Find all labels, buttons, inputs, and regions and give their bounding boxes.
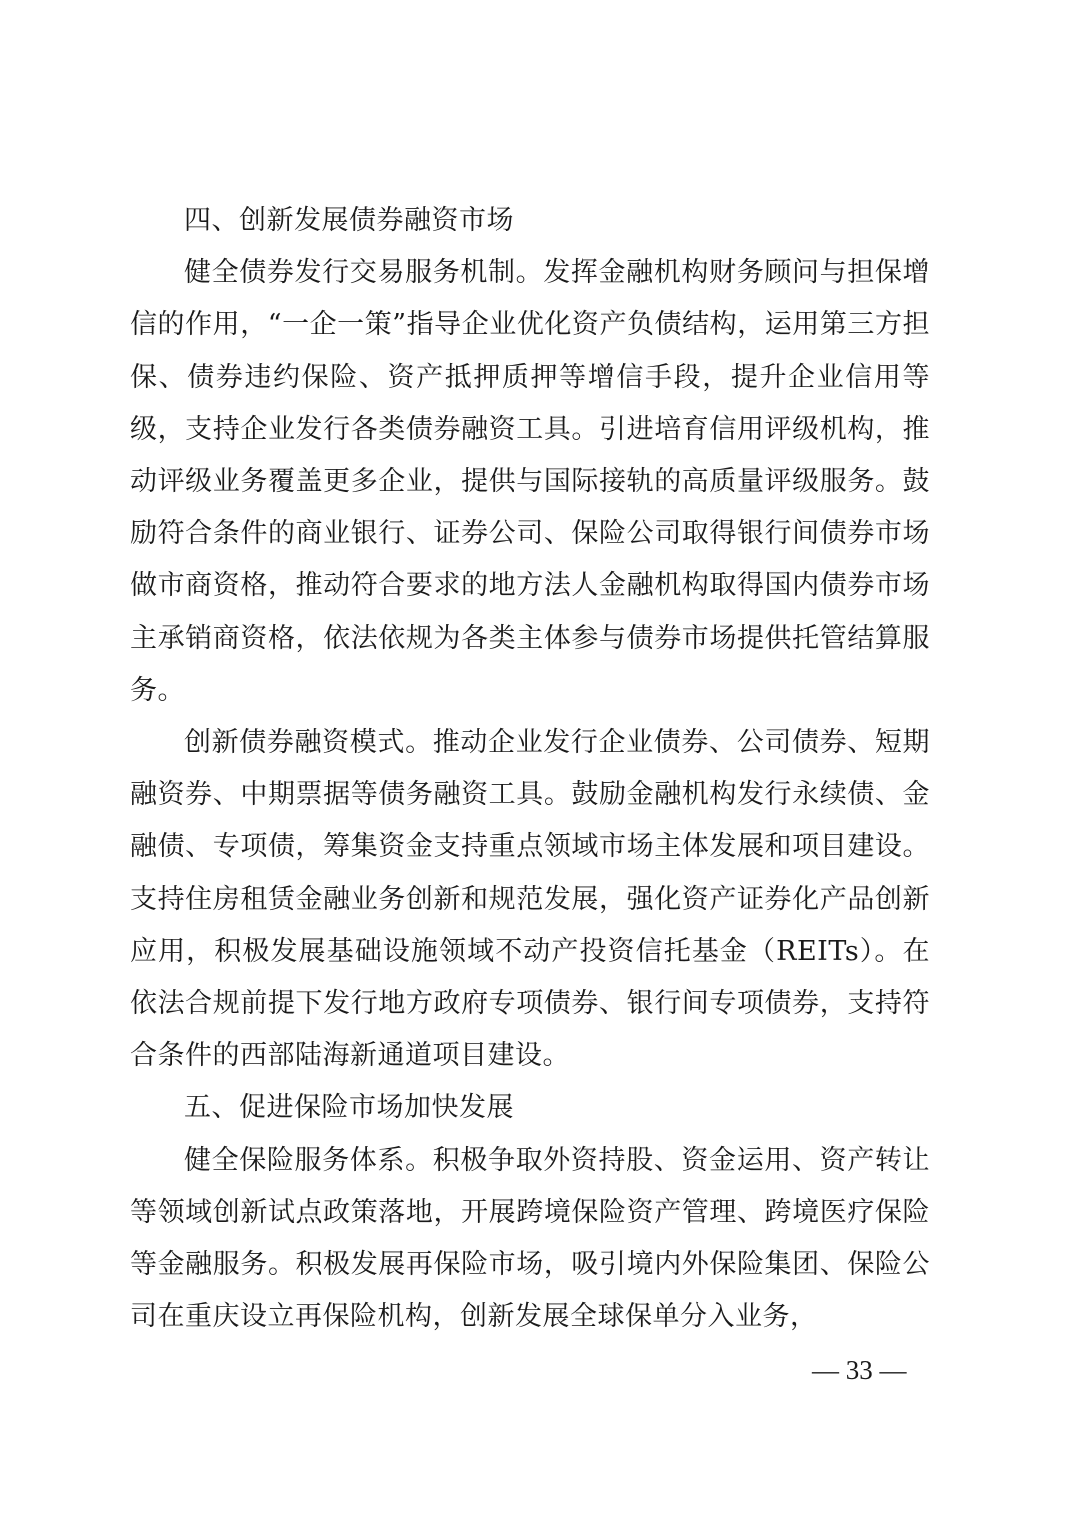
- section-heading-5: 五、促进保险市场加快发展: [184, 1092, 514, 1124]
- document-body: [130, 195, 930, 1343]
- page-number: — 33 —: [812, 1355, 907, 1385]
- paragraph-insurance-system: 健全保险服务体系。积极争取外资持股、资金运用、资产转让等领域创新试点政策落地，开展跨境保险资产管理、跨境医疗保险等金融服务。积极发展再保险市场，吸引境内外保险集团、保险公司在重庆设立再保险机构，创新发展全球保单分入业务，: [130, 1144, 930, 1333]
- paragraph-bond-mechanism: 健全债券发行交易服务机制。发挥金融机构财务顾问与担保增信的作用，“一企一策”指导企业优化资产负债结构，运用第三方担保、债券违约保险、资产抵押质押等增信手段，提升企业信用等级，支持企业发行各类债券融资工具。引进培育信用评级机构，推动评级业务覆盖更多企业，提供与国际接轨的高质量评级服务。鼓励符合条件的商业银行、证券公司、保险公司取得银行间债券市场做市商资格，推动符合要求的地方法人金融机构取得国内债券市场主承销商资格，依法依规为各类主体参与债券市场提供托管结算服务。: [130, 257, 930, 706]
- section-heading-4: 四、创新发展债券融资市场: [184, 205, 514, 236]
- paragraph-bond-financing-mode: 创新债券融资模式。推动企业发行企业债券、公司债券、短期融资券、中期票据等债务融资工具。鼓励金融机构发行永续债、金融债、专项债，筹集资金支持重点领域市场主体发展和项目建设。支持住房租赁金融业务创新和规范发展，强化资产证券化产品创新应用，积极发展基础设施领域不动产投资信托基金（REITs）。在依法合规前提下发行地方政府专项债券、银行间专项债券，支持符合条件的西部陆海新通道项目建设。: [130, 727, 930, 1072]
